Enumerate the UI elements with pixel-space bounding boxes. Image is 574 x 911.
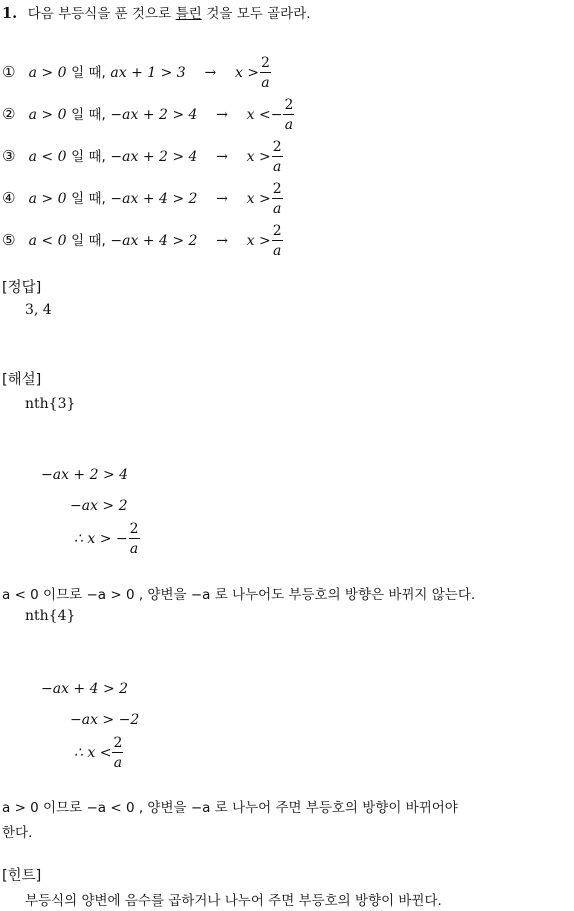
fraction	[272, 140, 283, 174]
arrow: →	[216, 107, 228, 123]
explanation-label: [해설]	[2, 372, 42, 388]
fraction-denominator: a	[261, 75, 270, 91]
question-underlined: 틀린	[175, 6, 202, 22]
part2-note-line1: a > 0 이므로 −a < 0 , 양변을 −a 로 나누어 주면 부등호의 방향이 바뀌어야	[2, 800, 458, 816]
option-solution-lhs: x >	[246, 233, 271, 249]
arrow: →	[204, 65, 217, 81]
option-inequality: −ax + 4 > 2	[110, 233, 198, 249]
fraction-numerator: 2	[129, 521, 139, 537]
arrow: →	[216, 233, 228, 249]
option-1	[2, 56, 272, 90]
question-text-before: 다음 부등식을 푼 것으로	[27, 6, 172, 22]
arrow: →	[216, 149, 228, 165]
option-mid: 일 때,	[71, 65, 106, 81]
therefore-expression: ∴ x > −	[74, 531, 128, 547]
fraction	[112, 736, 123, 770]
fraction	[272, 224, 283, 258]
option-mid: 일 때,	[71, 233, 106, 249]
option-mid: 일 때,	[71, 191, 106, 207]
part1-step1: −ax + 2 > 4	[41, 467, 129, 483]
question-number: 1.	[2, 5, 18, 22]
part1-step3	[74, 522, 141, 556]
part2-step2: −ax > −2	[70, 712, 140, 728]
fraction-denominator: a	[273, 159, 282, 175]
fraction-denominator: a	[284, 117, 294, 133]
fraction-denominator: a	[273, 243, 282, 259]
fraction-numerator: 2	[272, 139, 282, 155]
option-condition: a < 0	[28, 149, 67, 165]
part1-step2: −ax > 2	[70, 498, 128, 514]
option-condition: a > 0	[28, 191, 67, 207]
fraction	[272, 182, 283, 216]
fraction-denominator: a	[113, 755, 123, 771]
option-inequality: −ax + 4 > 2	[110, 191, 198, 207]
option-5	[2, 224, 284, 258]
fraction-numerator: 2	[113, 735, 123, 751]
part2-step3	[74, 736, 124, 770]
option-mark: ①	[2, 63, 16, 81]
part2-note-line2: 한다.	[2, 825, 33, 841]
option-solution-lhs: x >	[246, 191, 271, 207]
fraction	[260, 56, 271, 90]
fraction	[283, 98, 294, 132]
option-condition: a < 0	[28, 233, 67, 249]
fraction-sign: −	[270, 107, 283, 123]
fraction-denominator: a	[273, 201, 282, 217]
option-mark: ④	[2, 189, 16, 207]
fraction-denominator: a	[129, 541, 139, 557]
option-mark: ③	[2, 147, 16, 165]
option-2	[2, 98, 295, 132]
part1-note: a < 0 이므로 −a > 0 , 양변을 −a 로 나누어도 부등호의 방향은 바뀌지 않는다.	[2, 587, 476, 603]
part2-step1: −ax + 4 > 2	[41, 681, 129, 697]
answer-value: 3, 4	[25, 302, 52, 318]
hint-label: [힌트]	[2, 868, 42, 884]
option-solution-lhs: x >	[246, 149, 271, 165]
option-inequality: −ax + 2 > 4	[110, 107, 198, 123]
fraction-numerator: 2	[261, 55, 270, 71]
explanation-part2-heading: nth{4}	[25, 608, 76, 624]
option-inequality: ax + 1 > 3	[110, 65, 186, 81]
fraction-numerator: 2	[272, 181, 282, 197]
therefore-expression: ∴ x <	[74, 745, 112, 761]
fraction-numerator: 2	[272, 223, 282, 239]
question	[2, 2, 311, 22]
option-3	[2, 140, 284, 174]
explanation-part1-heading: nth{3}	[25, 396, 76, 412]
option-solution-lhs: x <	[246, 107, 271, 123]
option-mid: 일 때,	[71, 107, 106, 123]
option-mark: ②	[2, 105, 16, 123]
option-condition: a > 0	[28, 107, 67, 123]
answer-label: [정답]	[2, 280, 42, 296]
hint-text: 부등식의 양변에 음수를 곱하거나 나누어 주면 부등호의 방향이 바뀐다.	[25, 893, 442, 909]
fraction	[129, 522, 140, 556]
option-condition: a > 0	[28, 65, 67, 81]
option-mid: 일 때,	[71, 149, 106, 165]
option-4	[2, 182, 284, 216]
option-mark: ⑤	[2, 231, 16, 249]
option-solution-lhs: x >	[234, 65, 260, 81]
option-inequality: −ax + 2 > 4	[110, 149, 198, 165]
fraction-numerator: 2	[284, 97, 294, 113]
question-text-after: 것을 모두 골라라.	[206, 6, 311, 22]
arrow: →	[216, 191, 228, 207]
